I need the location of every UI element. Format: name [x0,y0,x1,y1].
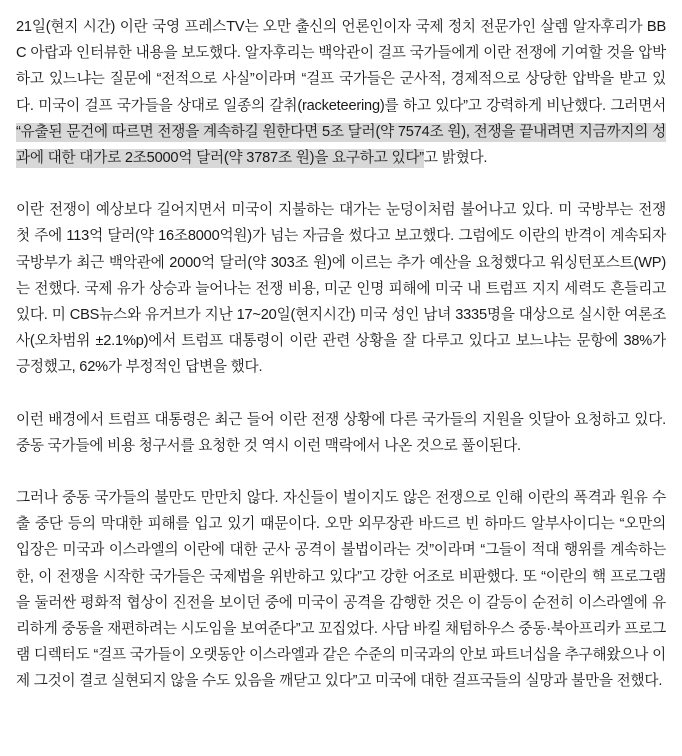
paragraph-text: 21일(현지 시간) 이란 국영 프레스TV는 오만 출신의 언론인이자 국제 정치 전문가인 살렘 알자후리가 BBC 아랍과 인터뷰한 내용을 보도했다. 알자후리는 백악관이 걸프 국가들에게 이란 전쟁에 기여할 것을 압박하고 있느냐는 질문에 “전적으로 사실”이라며 “걸프 국가들은 군사적, 경제적으로 상당한 압박을 받고 있다. 미국이 걸프 국가들을 상대로 일종의 갈취(racketeering)를 하고 있다”고 강력하게 비난했다. 그러면서 [16,19,666,114]
article-paragraph [16,14,666,171]
highlighted-text: “유출된 문건에 따르면 전쟁을 계속하길 원한다면 5조 달러(약 7574조 원), 전쟁을 끝내려면 지금까지의 성과에 대한 대가로 2조5000억 달러(약 3787조 원)을 요구하고 있다” [16,123,666,167]
paragraph-text: 이런 배경에서 트럼프 대통령은 최근 들어 이란 전쟁 상황에 다른 국가들의 지원을 잇달아 요청하고 있다. 중동 국가들에 비용 청구서를 요청한 것 역시 이런 맥락에서 나온 것으로 풀이된다. [16,411,666,454]
article-paragraph [16,197,666,380]
paragraph-text: 이란 전쟁이 예상보다 길어지면서 미국이 지불하는 대가는 눈덩이처럼 불어나고 있다. 미 국방부는 전쟁 첫 주에 113억 달러(약 16조8000억원)가 넘는 자금을 썼다고 보고했다. 그럼에도 이란의 반격이 계속되자 국방부가 최근 백악관에 2000억 달러(약 303조 원)에 이르는 추가 예산을 요청했다고 워싱턴포스트(WP)는 전했다. 국제 유가 상승과 늘어나는 전쟁 비용, 미군 인명 피해에 미국 내 트럼프 지지 세력도 흔들리고 있다. 미 CBS뉴스와 유거브가 지난 17~20일(현지시간) 미국 성인 남녀 3335명을 대상으로 실시한 여론조사(오차범위 ±2.1%p)에서 트럼프 대통령이 이란 관련 상황을 잘 다루고 있다고 보느냐는 문항에 38%가 긍정했고, 62%가 부정적인 답변을 했다. [16,202,666,376]
paragraph-text: 고 밝혔다. [423,150,488,167]
article-paragraph [16,407,666,459]
article-paragraph [16,485,666,695]
paragraph-text: 그러나 중동 국가들의 불만도 만만치 않다. 자신들이 벌이지도 않은 전쟁으로 인해 이란의 폭격과 원유 수출 중단 등의 막대한 피해를 입고 있기 때문이다. 오만 외무장관 바드르 빈 하마드 알부사이디는 “오만의 입장은 미국과 이스라엘의 이란에 대한 군사 공격이 불법이라는 것”이라며 “그들이 적대 행위를 계속하는 한, 이 전쟁을 시작한 국가들은 국제법을 위반하고 있다”고 강한 어조로 비판했다. 또 “이란의 핵 프로그램을 둘러싼 평화적 협상이 진전을 보이던 중에 미국이 공격을 감행한 것은 이 갈등이 순전히 이스라엘에 유리하게 중동을 재편하려는 시도임을 보여준다”고 꼬집었다. 사담 바킬 채텀하우스 중동·북아프리카 프로그램 디렉터도 “걸프 국가들이 오랫동안 이스라엘과 같은 수준의 미국과의 안보 파트너십을 추구해왔으나 이제 그것이 결코 실현되지 않을 수도 있음을 깨닫고 있다”고 미국에 대한 걸프국들의 실망과 불만을 전했다. [16,490,666,690]
